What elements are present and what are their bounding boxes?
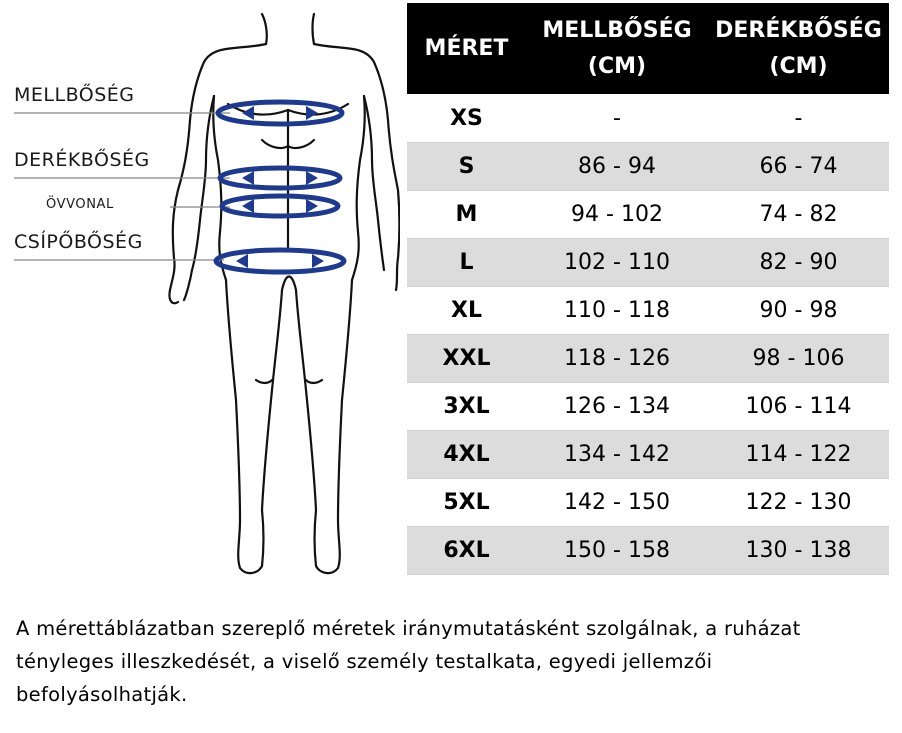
chest-cell: 118 - 126 xyxy=(526,335,708,383)
waist-measure-label: DERÉKBŐSÉG xyxy=(14,149,150,171)
table-row xyxy=(407,335,889,383)
body-measurement-figure xyxy=(0,0,400,590)
chest-cell: 142 - 150 xyxy=(526,479,708,527)
belt-line-label: ÖVVONAL xyxy=(46,197,114,212)
waist-header-label: DERÉKBŐSÉG xyxy=(715,17,882,43)
size-cell: M xyxy=(407,191,526,239)
table-row xyxy=(407,479,889,527)
waist-cell: - xyxy=(708,94,889,143)
chest-cell: 126 - 134 xyxy=(526,383,708,431)
size-cell: S xyxy=(407,143,526,191)
table-row xyxy=(407,527,889,575)
chest-cell: 150 - 158 xyxy=(526,527,708,575)
chest-measure-label: MELLBŐSÉG xyxy=(14,84,135,106)
chest-cell: 94 - 102 xyxy=(526,191,708,239)
chest-cell: - xyxy=(526,94,708,143)
table-row xyxy=(407,143,889,191)
size-cell: XS xyxy=(407,94,526,143)
chest-cell: 134 - 142 xyxy=(526,431,708,479)
table-row xyxy=(407,383,889,431)
size-cell: 5XL xyxy=(407,479,526,527)
chest-column-header xyxy=(526,3,708,94)
waist-cell: 130 - 138 xyxy=(708,527,889,575)
size-table-body xyxy=(407,94,889,575)
chest-cell: 110 - 118 xyxy=(526,287,708,335)
hip-measure-label: CSÍPŐBŐSÉG xyxy=(14,231,143,253)
waist-cell: 122 - 130 xyxy=(708,479,889,527)
size-cell: 6XL xyxy=(407,527,526,575)
chest-header-unit: (CM) xyxy=(587,53,647,79)
waist-cell: 82 - 90 xyxy=(708,239,889,287)
size-cell: 3XL xyxy=(407,383,526,431)
size-cell: XXL xyxy=(407,335,526,383)
table-row xyxy=(407,191,889,239)
waist-cell: 106 - 114 xyxy=(708,383,889,431)
table-header-row xyxy=(407,3,889,94)
table-row xyxy=(407,239,889,287)
table-row xyxy=(407,287,889,335)
table-row xyxy=(407,431,889,479)
waist-cell: 98 - 106 xyxy=(708,335,889,383)
waist-cell: 114 - 122 xyxy=(708,431,889,479)
waist-cell: 66 - 74 xyxy=(708,143,889,191)
size-header-label: MÉRET xyxy=(424,35,509,61)
size-column-header xyxy=(407,3,526,94)
size-cell: 4XL xyxy=(407,431,526,479)
chest-cell: 86 - 94 xyxy=(526,143,708,191)
table-row xyxy=(407,94,889,143)
size-cell: L xyxy=(407,239,526,287)
chest-cell: 102 - 110 xyxy=(526,239,708,287)
waist-cell: 74 - 82 xyxy=(708,191,889,239)
size-cell: XL xyxy=(407,287,526,335)
size-chart-table xyxy=(407,3,889,575)
waist-cell: 90 - 98 xyxy=(708,287,889,335)
waist-column-header xyxy=(708,3,889,94)
size-disclaimer-note: A mérettáblázatban szereplő méretek iránymutatásként szolgálnak, a ruházat tényleges illeszkedését, a viselő személy testalkata, egyedi jellemzői befolyásolhatják. xyxy=(16,617,801,706)
chest-header-label: MELLBŐSÉG xyxy=(542,17,692,43)
waist-header-unit: (CM) xyxy=(769,53,828,79)
